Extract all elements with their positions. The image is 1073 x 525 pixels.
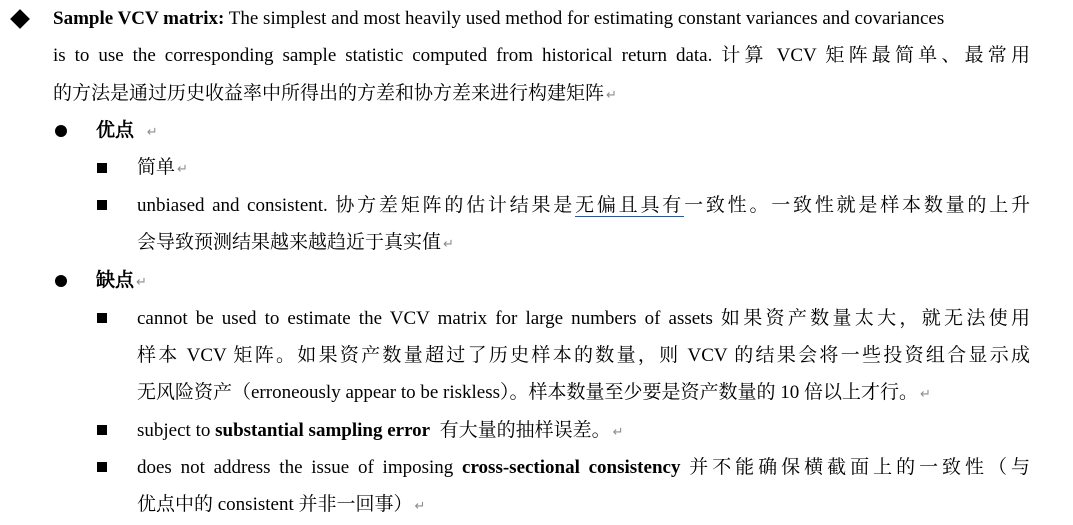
cons-item-1-text-3: 无风险资产（erroneously appear to be riskless）。样本数量至少要是资产数量的 10 倍以上才行。 (137, 382, 919, 403)
section-text-1: The simplest and most heavily used method for estimating constant variances and covariances (228, 8, 945, 29)
section-line-1 (53, 7, 1030, 31)
section-heading: Sample VCV matrix: (53, 8, 225, 29)
circle-bullet-icon (55, 275, 67, 287)
cons-item-1-line-3 (137, 381, 931, 407)
cons-label-line (96, 269, 147, 295)
pros-label-line (96, 119, 158, 145)
cons-item-3-text-post: 并不能确保横截面上的一致性（与 (689, 457, 1031, 478)
paragraph-mark-icon: ↵ (606, 88, 617, 103)
square-bullet-icon (97, 163, 107, 173)
circle-bullet-icon (55, 125, 67, 137)
cons-item-1-line-1 (137, 307, 1030, 331)
section-text-3: 的方法是通过历史收益率中所得出的方差和协方差来进行构建矩阵 (53, 83, 605, 104)
cons-item-2-text-post: 有大量的抽样误差。 (439, 420, 611, 441)
pros-item-2-text-pre: unbiased and consistent. 协方差矩阵的估计结果是 (137, 195, 576, 216)
underlined-phrase: 无偏且具有 (575, 195, 685, 216)
cons-item-2 (137, 419, 624, 445)
cons-item-2-bold: substantial sampling error (215, 420, 431, 441)
cons-item-3-text-2: 优点中的 consistent 并非一回事） (137, 494, 413, 515)
paragraph-mark-icon: ↵ (612, 425, 624, 440)
cons-item-3-line-1 (137, 456, 1030, 480)
square-bullet-icon (97, 425, 107, 435)
cons-item-3-text-pre: does not address the issue of imposing (137, 457, 454, 478)
pros-label: 优点 (96, 120, 135, 141)
cons-item-1-text-2: 样本 VCV 矩阵。如果资产数量超过了历史样本的数量，则 VCV 的结果会将一些投资组合显示成 (137, 345, 1030, 366)
cons-item-2-text-pre: subject to (137, 420, 211, 441)
paragraph-mark-icon: ↵ (146, 125, 158, 140)
square-bullet-icon (97, 200, 107, 210)
cons-label: 缺点 (96, 270, 135, 291)
section-text-2: is to use the corresponding sample statistic computed from historical return data. 计算 VCV 矩阵最简单、最常用 (53, 45, 1030, 66)
cons-item-1-line-2 (137, 344, 1030, 368)
section-line-2 (53, 44, 1030, 68)
pros-item-2-line-2 (137, 231, 454, 257)
diamond-bullet-icon (10, 9, 30, 29)
paragraph-mark-icon: ↵ (443, 237, 454, 252)
square-bullet-icon (97, 313, 107, 323)
pros-item-1 (137, 156, 188, 182)
cons-item-3-line-2 (137, 493, 425, 519)
paragraph-mark-icon: ↵ (177, 162, 188, 177)
paragraph-mark-icon: ↵ (136, 275, 147, 290)
paragraph-mark-icon: ↵ (920, 387, 931, 402)
cons-item-3-bold: cross-sectional consistency (462, 457, 681, 478)
pros-item-2-text-post: 一致性。一致性就是样本数量的上升 (684, 195, 1030, 216)
cons-item-1-text-1: cannot be used to estimate the VCV matrix for large numbers of assets 如果资产数量太大，就无法使用 (137, 308, 1030, 329)
pros-item-2-text-2: 会导致预测结果越来越趋近于真实值 (137, 232, 442, 253)
section-line-3 (53, 82, 617, 108)
square-bullet-icon (97, 462, 107, 472)
pros-item-2-line-1 (137, 194, 1030, 218)
pros-item-1-text: 简单 (137, 157, 176, 178)
paragraph-mark-icon: ↵ (414, 499, 426, 514)
